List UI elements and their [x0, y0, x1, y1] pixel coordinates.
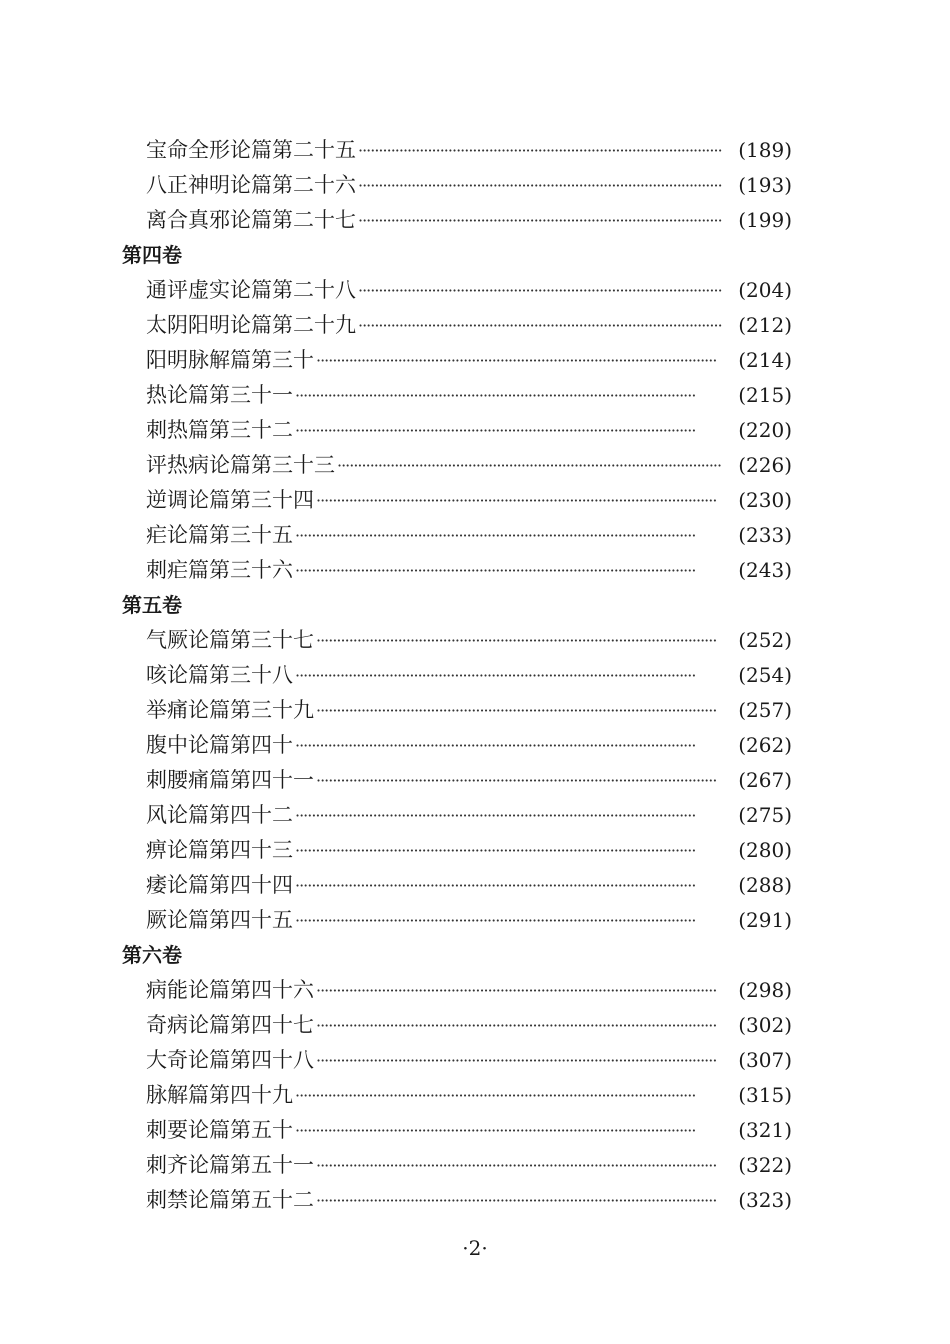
- toc-entry: [122, 518, 792, 553]
- chapter-title: 大奇论篇第四十八: [146, 1048, 314, 1072]
- chapter-title: 厥论篇第四十五: [146, 908, 293, 932]
- dot-leader: [295, 868, 722, 903]
- toc-entry: [122, 1183, 792, 1218]
- toc-entry: [122, 1113, 792, 1148]
- dot-leader: [316, 1043, 722, 1078]
- toc-entry: [122, 378, 792, 413]
- chapter-page-number: (254): [738, 663, 792, 687]
- dot-leader: [295, 1113, 722, 1148]
- chapter-title: 举痛论篇第三十九: [146, 698, 314, 722]
- toc-entry: [122, 728, 792, 763]
- chapter-title: 八正神明论篇第二十六: [146, 173, 356, 197]
- chapter-page-number: (252): [738, 628, 792, 652]
- dot-leader: [358, 203, 722, 238]
- dot-leader: [358, 133, 722, 168]
- chapter-page-number: (214): [738, 348, 792, 372]
- chapter-title: 痹论篇第四十三: [146, 838, 293, 862]
- dot-leader: [295, 833, 722, 868]
- dot-leader: [358, 168, 722, 203]
- dot-leader: [316, 973, 722, 1008]
- chapter-page-number: (189): [738, 138, 792, 162]
- toc-entry: [122, 343, 792, 378]
- chapter-title: 太阴阳明论篇第二十九: [146, 313, 356, 337]
- chapter-page-number: (322): [738, 1153, 792, 1177]
- chapter-title: 逆调论篇第三十四: [146, 488, 314, 512]
- chapter-page-number: (199): [738, 208, 792, 232]
- chapter-title: 疟论篇第三十五: [146, 523, 293, 547]
- toc-entry: [122, 168, 792, 203]
- chapter-page-number: (280): [738, 838, 792, 862]
- chapter-title: 宝命全形论篇第二十五: [146, 138, 356, 162]
- table-of-contents: [122, 133, 792, 1218]
- chapter-title: 刺腰痛篇第四十一: [146, 768, 314, 792]
- chapter-page-number: (212): [738, 313, 792, 337]
- chapter-title: 评热病论篇第三十三: [146, 453, 335, 477]
- chapter-title: 通评虚实论篇第二十八: [146, 278, 356, 302]
- chapter-title: 痿论篇第四十四: [146, 873, 293, 897]
- dot-leader: [316, 1008, 722, 1043]
- toc-entry: [122, 448, 792, 483]
- dot-leader: [295, 378, 722, 413]
- dot-leader: [295, 903, 722, 938]
- chapter-page-number: (243): [738, 558, 792, 582]
- toc-entry: [122, 553, 792, 588]
- chapter-title: 离合真邪论篇第二十七: [146, 208, 356, 232]
- toc-entry: [122, 133, 792, 168]
- toc-entry: [122, 903, 792, 938]
- chapter-page-number: (288): [738, 873, 792, 897]
- volume-heading: 第四卷: [122, 243, 182, 267]
- dot-leader: [295, 413, 722, 448]
- chapter-title: 风论篇第四十二: [146, 803, 293, 827]
- dot-leader: [295, 1078, 722, 1113]
- toc-entry: [122, 413, 792, 448]
- toc-entry: [122, 308, 792, 343]
- dot-leader: [358, 308, 722, 343]
- chapter-title: 咳论篇第三十八: [146, 663, 293, 687]
- toc-entry: [122, 1078, 792, 1113]
- toc-entry: [122, 763, 792, 798]
- volume-heading: 第五卷: [122, 593, 182, 617]
- toc-entry: [122, 203, 792, 238]
- chapter-page-number: (307): [738, 1048, 792, 1072]
- chapter-page-number: (302): [738, 1013, 792, 1037]
- dot-leader: [295, 798, 722, 833]
- toc-entry: [122, 693, 792, 728]
- dot-leader: [316, 1183, 722, 1218]
- chapter-page-number: (315): [738, 1083, 792, 1107]
- toc-entry: [122, 273, 792, 308]
- toc-entry: [122, 798, 792, 833]
- chapter-page-number: (298): [738, 978, 792, 1002]
- chapter-title: 刺要论篇第五十: [146, 1118, 293, 1142]
- chapter-title: 腹中论篇第四十: [146, 733, 293, 757]
- dot-leader: [295, 518, 722, 553]
- chapter-page-number: (226): [738, 453, 792, 477]
- chapter-title: 刺疟篇第三十六: [146, 558, 293, 582]
- chapter-page-number: (204): [738, 278, 792, 302]
- chapter-page-number: (262): [738, 733, 792, 757]
- chapter-page-number: (267): [738, 768, 792, 792]
- chapter-page-number: (193): [738, 173, 792, 197]
- chapter-page-number: (291): [738, 908, 792, 932]
- toc-entry: [122, 973, 792, 1008]
- chapter-title: 刺齐论篇第五十一: [146, 1153, 314, 1177]
- chapter-page-number: (230): [738, 488, 792, 512]
- volume-heading: 第六卷: [122, 943, 182, 967]
- chapter-title: 病能论篇第四十六: [146, 978, 314, 1002]
- toc-entry: [122, 658, 792, 693]
- dot-leader: [316, 483, 722, 518]
- dot-leader: [337, 448, 722, 483]
- toc-entry: [122, 623, 792, 658]
- toc-entry: [122, 1043, 792, 1078]
- dot-leader: [358, 273, 722, 308]
- chapter-page-number: (323): [738, 1188, 792, 1212]
- dot-leader: [295, 728, 722, 763]
- dot-leader: [316, 763, 722, 798]
- dot-leader: [316, 623, 722, 658]
- chapter-title: 刺禁论篇第五十二: [146, 1188, 314, 1212]
- chapter-page-number: (233): [738, 523, 792, 547]
- dot-leader: [316, 693, 722, 728]
- dot-leader: [295, 658, 722, 693]
- chapter-title: 气厥论篇第三十七: [146, 628, 314, 652]
- chapter-title: 热论篇第三十一: [146, 383, 293, 407]
- toc-entry: [122, 1008, 792, 1043]
- chapter-page-number: (220): [738, 418, 792, 442]
- chapter-page-number: (275): [738, 803, 792, 827]
- dot-leader: [295, 553, 722, 588]
- toc-entry: [122, 1148, 792, 1183]
- chapter-title: 奇病论篇第四十七: [146, 1013, 314, 1037]
- dot-leader: [316, 1148, 722, 1183]
- toc-entry: [122, 833, 792, 868]
- chapter-title: 刺热篇第三十二: [146, 418, 293, 442]
- chapter-page-number: (321): [738, 1118, 792, 1142]
- chapter-title: 阳明脉解篇第三十: [146, 348, 314, 372]
- chapter-page-number: (257): [738, 698, 792, 722]
- dot-leader: [316, 343, 722, 378]
- chapter-page-number: (215): [738, 383, 792, 407]
- toc-entry: [122, 868, 792, 903]
- page-number: ·2·: [462, 1236, 488, 1260]
- chapter-title: 脉解篇第四十九: [146, 1083, 293, 1107]
- toc-entry: [122, 483, 792, 518]
